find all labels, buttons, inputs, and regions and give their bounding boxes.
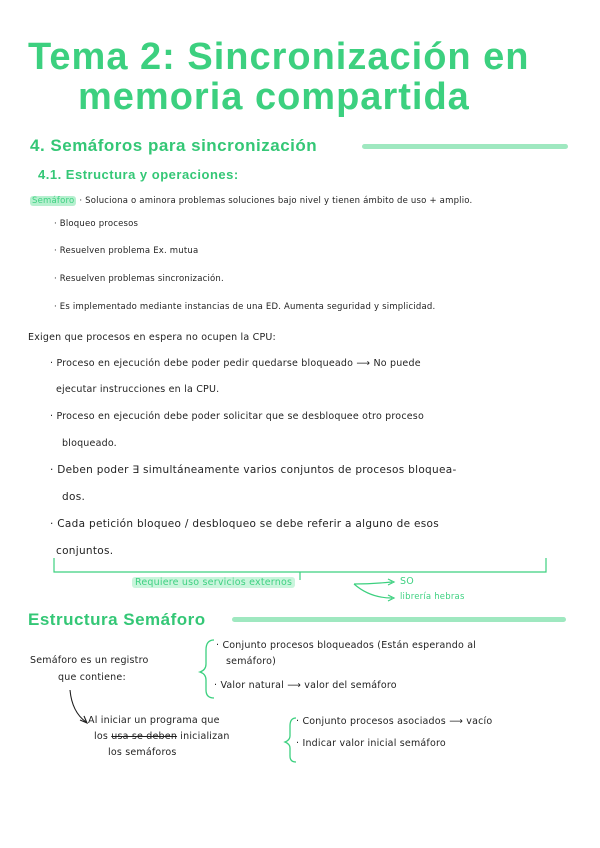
page-title-line1: Tema 2: Sincronización en: [28, 36, 530, 78]
exigen-bullet2-line2: bloqueado.: [62, 438, 117, 449]
exigen-bullet1-line2: ejecutar instrucciones en la CPU.: [56, 384, 220, 395]
arrow-icon: ⟶: [287, 680, 302, 691]
semaforo-label: Semáforo: [32, 196, 75, 206]
page-title-line2: memoria compartida: [78, 76, 470, 118]
init-right1-text: · Conjunto procesos asociados: [296, 716, 446, 727]
init-line2: [94, 731, 230, 742]
estructura-left1: Semáforo es un registro: [30, 655, 149, 666]
estructura-heading: Estructura Semáforo: [28, 610, 206, 629]
semaforo-intro: · Soluciona o aminora problemas soluciones bajo nivel y tienen ámbito de uso + amplio.: [79, 196, 473, 206]
init-right1: [296, 716, 492, 727]
init-los: los: [94, 731, 109, 742]
init-right1-result: vacío: [466, 716, 493, 727]
estructura-item1-line2: semáforo): [226, 656, 277, 667]
section-heading: 4. Semáforos para sincronización: [30, 136, 318, 155]
exigen-bullet3-line2: dos.: [62, 491, 86, 503]
exigen-bullet4-line2: conjuntos.: [56, 545, 114, 557]
requiere-label: Requiere uso servicios externos: [132, 577, 295, 588]
init-line1: Al iniciar un programa que: [88, 715, 220, 726]
exigen-bullet2-line1: · Proceso en ejecución debe poder solicitar que se desbloquee otro proceso: [50, 411, 424, 422]
exigen-bullet1-text: · Proceso en ejecución debe poder pedir quedarse bloqueado: [50, 358, 354, 369]
estructura-left2: que contiene:: [58, 672, 126, 683]
init-inicializan: inicializan: [180, 731, 230, 742]
estructura-item2-text: · Valor natural: [214, 680, 284, 691]
list-item: · Es implementado mediante instancias de una ED. Aumenta seguridad y simplicidad.: [54, 302, 436, 312]
arrow-icon: ⟶: [449, 716, 464, 727]
list-item: · Resuelven problemas sincronización.: [54, 274, 224, 284]
estructura-item1-line1: · Conjunto procesos bloqueados (Están esperando al: [216, 640, 477, 651]
exigen-bullet1-result: No puede: [373, 358, 421, 369]
init-line3: los semáforos: [108, 747, 177, 758]
list-item: · Bloqueo procesos: [54, 219, 139, 229]
estructura-item2-result: valor del semáforo: [304, 680, 397, 691]
libreria-label: librería hebras: [400, 592, 465, 602]
exigen-intro: Exigen que procesos en espera no ocupen la CPU:: [28, 332, 276, 343]
exigen-bullet3-line1: · Deben poder ∃ simultáneamente varios conjuntos de procesos bloquea-: [50, 464, 457, 476]
so-label: SO: [400, 576, 414, 587]
init-struck: usa se deben: [111, 731, 178, 742]
exigen-bullet4-line1: · Cada petición bloqueo / desbloqueo se debe referir a alguno de esos: [50, 518, 440, 530]
init-right2: · Indicar valor inicial semáforo: [296, 738, 446, 749]
list-item: · Resuelven problema Ex. mutua: [54, 246, 199, 256]
arrow-icon: ⟶: [356, 358, 371, 369]
subsection-heading: 4.1. Estructura y operaciones:: [38, 167, 239, 182]
